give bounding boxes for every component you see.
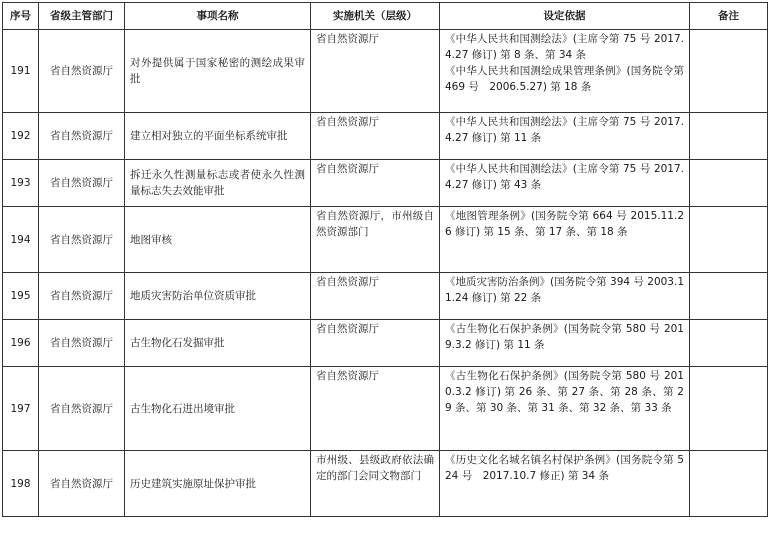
note-cell xyxy=(690,451,768,517)
dept-cell: 省自然资源厅 xyxy=(39,451,125,517)
basis-cell: 《中华人民共和国测绘法》(主席令第 75 号 2017.4.27 修订) 第 43 条 xyxy=(440,160,690,207)
item-cell: 地图审核 xyxy=(125,207,311,273)
table-row xyxy=(3,113,768,160)
basis-cell: 《古生物化石保护条例》(国务院令第 580 号 2010.3.2 修订) 第 26 条、第 27 条、第 28 条、第 29 条、第 30 条、第 31 条、第 32 条、第 33 条 xyxy=(440,367,690,451)
basis-cell: 《中华人民共和国测绘法》(主席令第 75 号 2017.4.27 修订) 第 11 条 xyxy=(440,113,690,160)
seq-cell: 195 xyxy=(3,273,39,320)
item-cell: 古生物化石发掘审批 xyxy=(125,320,311,367)
header-basis: 设定依据 xyxy=(440,3,690,30)
seq-cell: 193 xyxy=(3,160,39,207)
table-row xyxy=(3,320,768,367)
seq-cell: 192 xyxy=(3,113,39,160)
note-cell xyxy=(690,160,768,207)
table-row xyxy=(3,367,768,451)
header-item: 事项名称 xyxy=(125,3,311,30)
table-row xyxy=(3,160,768,207)
note-cell xyxy=(690,113,768,160)
header-dept: 省级主管部门 xyxy=(39,3,125,30)
basis-cell: 《历史文化名城名镇名村保护条例》(国务院令第 524 号 2017.10.7 修正) 第 34 条 xyxy=(440,451,690,517)
dept-cell: 省自然资源厅 xyxy=(39,367,125,451)
header-note: 备注 xyxy=(690,3,768,30)
seq-cell: 196 xyxy=(3,320,39,367)
seq-cell: 197 xyxy=(3,367,39,451)
approval-items-table xyxy=(2,2,768,517)
agency-cell: 省自然资源厅，市州级自然资源部门 xyxy=(311,207,440,273)
table-row xyxy=(3,273,768,320)
agency-cell: 省自然资源厅 xyxy=(311,320,440,367)
dept-cell: 省自然资源厅 xyxy=(39,320,125,367)
dept-cell: 省自然资源厅 xyxy=(39,273,125,320)
header-seq: 序号 xyxy=(3,3,39,30)
item-cell: 建立相对独立的平面坐标系统审批 xyxy=(125,113,311,160)
dept-cell: 省自然资源厅 xyxy=(39,160,125,207)
basis-cell: 《中华人民共和国测绘法》(主席令第 75 号 2017.4.27 修订) 第 8 条、第 34 条 《中华人民共和国测绘成果管理条例》(国务院令第 469 号 2006.5.27) 第 18 条 xyxy=(440,30,690,113)
dept-cell: 省自然资源厅 xyxy=(39,113,125,160)
item-cell: 历史建筑实施原址保护审批 xyxy=(125,451,311,517)
item-cell: 拆迁永久性测量标志或者使永久性测量标志失去效能审批 xyxy=(125,160,311,207)
table-row xyxy=(3,30,768,113)
agency-cell: 省自然资源厅 xyxy=(311,113,440,160)
note-cell xyxy=(690,273,768,320)
item-cell: 地质灾害防治单位资质审批 xyxy=(125,273,311,320)
header-agency: 实施机关（层级） xyxy=(311,3,440,30)
seq-cell: 191 xyxy=(3,30,39,113)
seq-cell: 194 xyxy=(3,207,39,273)
agency-cell: 省自然资源厅 xyxy=(311,273,440,320)
table-row xyxy=(3,207,768,273)
note-cell xyxy=(690,320,768,367)
basis-cell: 《古生物化石保护条例》(国务院令第 580 号 2019.3.2 修订) 第 11 条 xyxy=(440,320,690,367)
basis-cell: 《地图管理条例》(国务院令第 664 号 2015.11.26 修订) 第 15 条、第 17 条、第 18 条 xyxy=(440,207,690,273)
agency-cell: 省自然资源厅 xyxy=(311,30,440,113)
agency-cell: 省自然资源厅 xyxy=(311,367,440,451)
agency-cell: 市州级、县级政府依法确定的部门会同文物部门 xyxy=(311,451,440,517)
basis-cell: 《地质灾害防治条例》(国务院令第 394 号 2003.11.24 修订) 第 22 条 xyxy=(440,273,690,320)
item-cell: 对外提供属于国家秘密的测绘成果审批 xyxy=(125,30,311,113)
item-cell: 古生物化石进出境审批 xyxy=(125,367,311,451)
dept-cell: 省自然资源厅 xyxy=(39,207,125,273)
seq-cell: 198 xyxy=(3,451,39,517)
dept-cell: 省自然资源厅 xyxy=(39,30,125,113)
note-cell xyxy=(690,207,768,273)
table-row xyxy=(3,451,768,517)
note-cell xyxy=(690,30,768,113)
agency-cell: 省自然资源厅 xyxy=(311,160,440,207)
note-cell xyxy=(690,367,768,451)
table-header-row xyxy=(3,3,768,30)
